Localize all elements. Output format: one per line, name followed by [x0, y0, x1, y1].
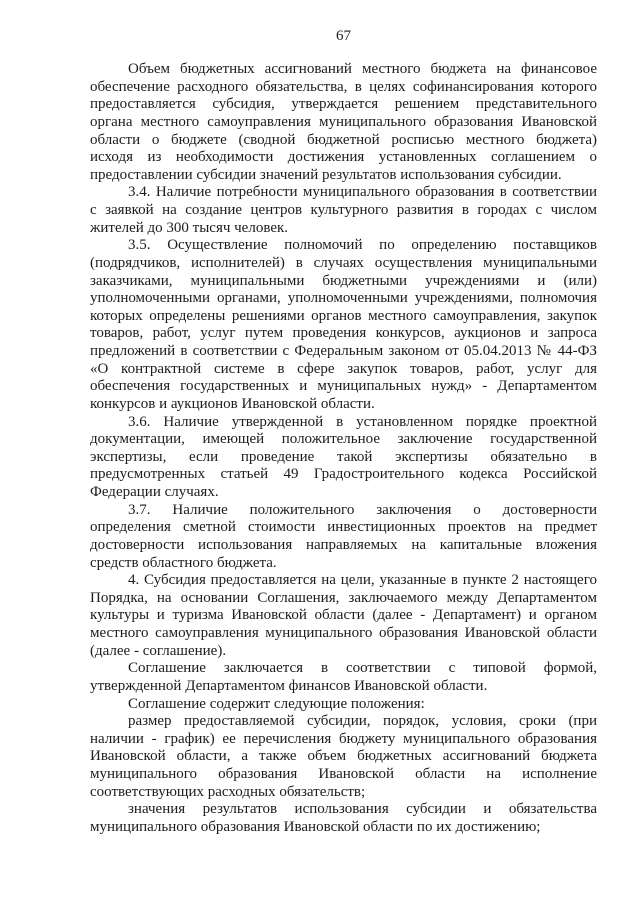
text-line: утвержденной Департаментом финансов Ивановской области.	[90, 677, 488, 694]
text-line: 3.7. Наличие положительного заключения о достоверности	[128, 501, 597, 518]
document-body	[90, 61, 597, 837]
paragraph	[90, 237, 597, 413]
text-line: 3.5. Осуществление полномочий по определению поставщиков	[128, 237, 597, 254]
paragraph	[90, 61, 597, 184]
text-line: 3.6. Наличие утвержденной в установленном порядке проектной	[128, 413, 597, 430]
paragraph	[90, 184, 597, 237]
text-line: предоставлении субсидии значений результатов использования субсидии.	[90, 166, 562, 183]
text-line: местного самоуправления муниципального образования Ивановской области	[90, 625, 597, 641]
paragraph	[90, 696, 597, 714]
text-line: жителей до 300 тысяч человек.	[90, 219, 289, 236]
text-line: экспертизы, если проведение такой экспертизы обязательно в	[90, 448, 597, 465]
text-line: документации, имеющей положительное заключение государственной	[90, 431, 597, 448]
paragraph	[90, 713, 597, 801]
text-line: «О контрактной системе в сфере закупок товаров, работ, услуг для	[90, 360, 597, 377]
text-line: средств областного бюджета.	[90, 554, 277, 571]
page-number: 67	[336, 28, 351, 44]
paragraph	[90, 572, 597, 660]
text-line: предоставляется субсидия, утверждается решением представительного	[90, 96, 597, 113]
paragraph	[90, 414, 597, 502]
paragraph	[90, 502, 597, 573]
paragraph	[90, 801, 597, 836]
text-line: Порядка, на основании Соглашения, заключаемого между Департаментом	[90, 589, 597, 606]
text-line: Ивановской области, а также объем бюджетных ассигнований бюджета	[90, 748, 597, 765]
text-line: конкурсов и аукционов Ивановской области.	[90, 395, 375, 412]
text-line: с заявкой на создание центров культурного развития в городах с числом	[90, 202, 597, 218]
text-line: области о бюджете (сводной бюджетной росписью местного бюджета)	[90, 131, 597, 148]
text-line: муниципального образования Ивановской области на исполнение	[90, 766, 597, 782]
text-line: предложений в соответствии с Федеральным законом от 05.04.2013 № 44-ФЗ	[90, 343, 597, 359]
paragraph	[90, 660, 597, 695]
text-line: Объем бюджетных ассигнований местного бюджета на финансовое	[128, 61, 597, 77]
text-line: (подрядчиков, исполнителей) в случаях осуществления муниципальными	[90, 254, 597, 271]
text-line: наличии - график) ее перечисления бюджету муниципального образования	[90, 730, 597, 747]
text-line: обеспечение расходного обязательства, в целях софинансирования которого	[90, 78, 597, 95]
text-line: обеспечения государственных и муниципальных нужд» - Департаментом	[90, 378, 597, 395]
text-line: уполномоченными органами, уполномоченными учреждениями, полномочия	[90, 290, 597, 307]
text-line: определения сметной стоимости инвестиционных проектов на предмет	[90, 519, 597, 536]
text-line: достоверности использования направляемых на капитальные вложения	[90, 536, 597, 553]
text-line: соответствующих расходных обязательств;	[90, 783, 366, 800]
text-line: (далее - соглашение).	[90, 642, 227, 659]
text-line: Соглашение содержит следующие положения:	[128, 695, 425, 712]
text-line: 4. Субсидия предоставляется на цели, указанные в пункте 2 настоящего	[128, 572, 597, 589]
text-line: культуры и туризма Ивановской области (далее - Департамент) и органом	[90, 607, 597, 624]
text-line: которых определены решениями органов местного самоуправления, закупок	[90, 307, 597, 324]
text-line: значения результатов использования субсидии и обязательства	[128, 801, 597, 818]
text-line: заказчиками, муниципальными бюджетными учреждениями и (или)	[90, 272, 597, 289]
text-line: товаров, работ, услуг путем проведения конкурсов, аукционов и запроса	[90, 325, 597, 342]
text-line: органа местного самоуправления муниципального образования Ивановской	[90, 113, 597, 130]
text-line: Соглашение заключается в соответствии с типовой формой,	[128, 660, 597, 677]
text-line: исходя из необходимости достижения установленных соглашением о	[90, 149, 597, 166]
text-line: муниципального образования Ивановской области по их достижению;	[90, 818, 541, 835]
text-line: размер предоставляемой субсидии, порядок, условия, сроки (при	[128, 713, 597, 730]
text-line: 3.4. Наличие потребности муниципального образования в соответствии	[128, 184, 597, 201]
text-line: Федерации случаях.	[90, 484, 219, 500]
text-line: предусмотренных статьей 49 Градостроительного кодекса Российской	[90, 466, 597, 483]
